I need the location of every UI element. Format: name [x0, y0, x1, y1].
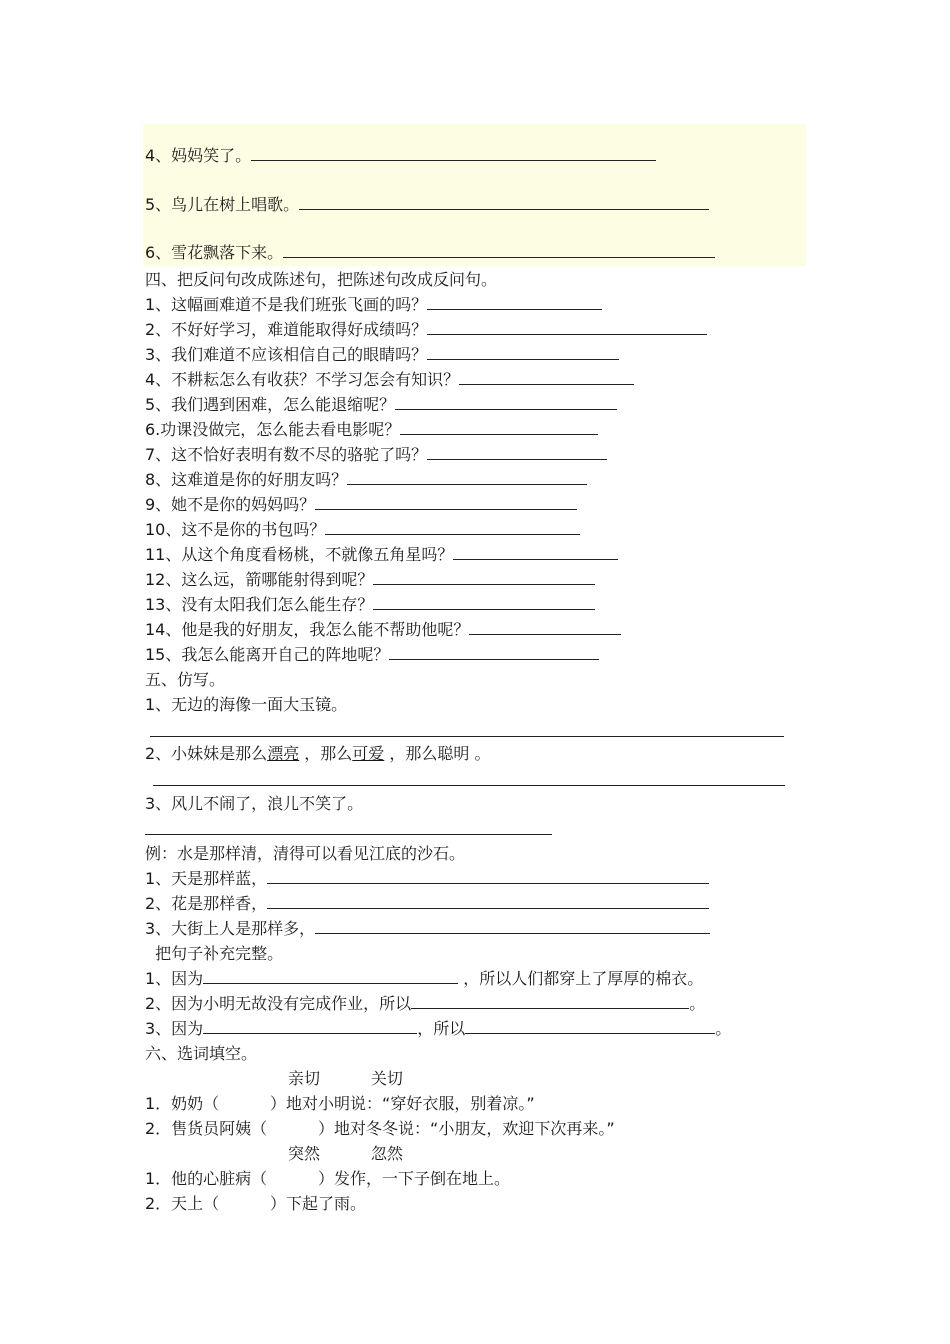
example-item-2: 2、花是那样香，: [145, 894, 709, 914]
rewrite-item: 11、从这个角度看杨桃，不就像五角星吗？: [145, 545, 618, 565]
answer-blank[interactable]: [347, 470, 587, 485]
answer-line[interactable]: [150, 736, 784, 737]
fill-question-1[interactable]: 1．奶奶（ ）地对小明说：“穿好衣服，别着凉。”: [145, 1094, 535, 1113]
answer-line[interactable]: [153, 785, 785, 786]
rewrite-item: 14、他是我的好朋友，我怎么能不帮助他呢？: [145, 620, 621, 640]
answer-blank[interactable]: [427, 345, 619, 360]
example-item-3: 3、大街上人是那样多，: [145, 919, 710, 939]
rewrite-item: 4、不耕耘怎么有收获？不学习怎会有知识？: [145, 370, 634, 390]
answer-blank[interactable]: [315, 919, 710, 934]
answer-blank[interactable]: [267, 869, 709, 884]
example-sentence: 例：水是那样清，清得可以看见江底的沙石。: [145, 844, 466, 863]
rewrite-item: 12、这么远，箭哪能射得到呢？: [145, 570, 595, 590]
sentence-5: 5、鸟儿在树上唱歌。: [145, 195, 709, 215]
imitation-3: 3、风儿不闹了，浪儿不笑了。: [145, 794, 364, 813]
sentence-4: 4、妈妈笑了。: [145, 146, 656, 166]
answer-blank[interactable]: [373, 570, 595, 585]
rewrite-item: 8、这难道是你的好朋友吗？: [145, 470, 587, 490]
rewrite-item: 7、这不恰好表明有数不尽的骆驼了吗？: [145, 445, 607, 465]
answer-blank[interactable]: [325, 520, 580, 535]
answer-blank[interactable]: [373, 595, 595, 610]
answer-line[interactable]: [145, 834, 552, 835]
answer-blank[interactable]: [427, 320, 707, 335]
complete-3: 3、因为 ，所以 。: [145, 1019, 732, 1038]
answer-blank[interactable]: [453, 545, 618, 560]
fill-question-4[interactable]: 2．天上（ ）下起了雨。: [145, 1194, 367, 1213]
imitation-1: 1、无边的海像一面大玉镜。: [145, 695, 348, 714]
section-5-title: 五、仿写。: [145, 670, 226, 689]
rewrite-item: 5、我们遇到困难，怎么能退缩呢？: [145, 395, 617, 415]
example-item-1: 1、天是那样蓝，: [145, 869, 709, 889]
section-4-title: 四、把反问句改成陈述句，把陈述句改成反问句。: [145, 270, 498, 289]
complete-2: 2、因为小明无故没有完成作业，所以 。: [145, 994, 706, 1013]
answer-blank[interactable]: [315, 495, 577, 510]
rewrite-item: 15、我怎么能离开自己的阵地呢？: [145, 645, 599, 665]
rewrite-item: 9、她不是你的妈妈吗？: [145, 495, 577, 515]
rewrite-item: 13、没有太阳我们怎么能生存？: [145, 595, 595, 615]
rewrite-item: 10、这不是你的书包吗？: [145, 520, 580, 540]
word-choices-1: 亲切 关切: [288, 1069, 403, 1088]
rewrite-item: 2、不好好学习，难道能取得好成绩吗？: [145, 320, 707, 340]
answer-blank[interactable]: [459, 370, 634, 385]
answer-blank[interactable]: [299, 195, 709, 210]
complete-title: 把句子补充完整。: [145, 944, 284, 963]
fill-question-3[interactable]: 1．他的心脏病（ ）发作，一下子倒在地上。: [145, 1169, 511, 1188]
rewrite-item: 1、这幅画难道不是我们班张飞画的吗？: [145, 295, 602, 315]
sentence-6: 6、雪花飘落下来。: [145, 243, 715, 263]
fill-question-2[interactable]: 2．售货员阿姨（ ）地对冬冬说：“小朋友，欢迎下次再来。”: [145, 1119, 615, 1138]
answer-blank[interactable]: [427, 445, 607, 460]
answer-blank[interactable]: [267, 894, 709, 909]
rewrite-item: 3、我们难道不应该相信自己的眼睛吗？: [145, 345, 619, 365]
answer-blank[interactable]: [395, 395, 617, 410]
section-6-title: 六、选词填空。: [145, 1044, 258, 1063]
rewrite-item: 6.功课没做完，怎么能去看电影呢？: [145, 420, 598, 440]
answer-blank[interactable]: [203, 1019, 417, 1034]
word-choices-2: 突然 忽然: [288, 1144, 403, 1163]
answer-blank[interactable]: [400, 420, 598, 435]
answer-blank[interactable]: [411, 994, 689, 1009]
answer-blank[interactable]: [465, 1019, 715, 1034]
complete-1: 1、因为 ，所以人们都穿上了厚厚的棉衣。: [145, 969, 704, 988]
answer-blank[interactable]: [203, 969, 458, 984]
answer-blank[interactable]: [283, 243, 715, 258]
answer-blank[interactable]: [389, 645, 599, 660]
answer-blank[interactable]: [251, 146, 656, 161]
answer-blank[interactable]: [427, 295, 602, 310]
imitation-2: 2、小妹妹是那么漂亮 ，那么可爱 ，那么聪明 。: [145, 744, 491, 763]
answer-blank[interactable]: [469, 620, 621, 635]
